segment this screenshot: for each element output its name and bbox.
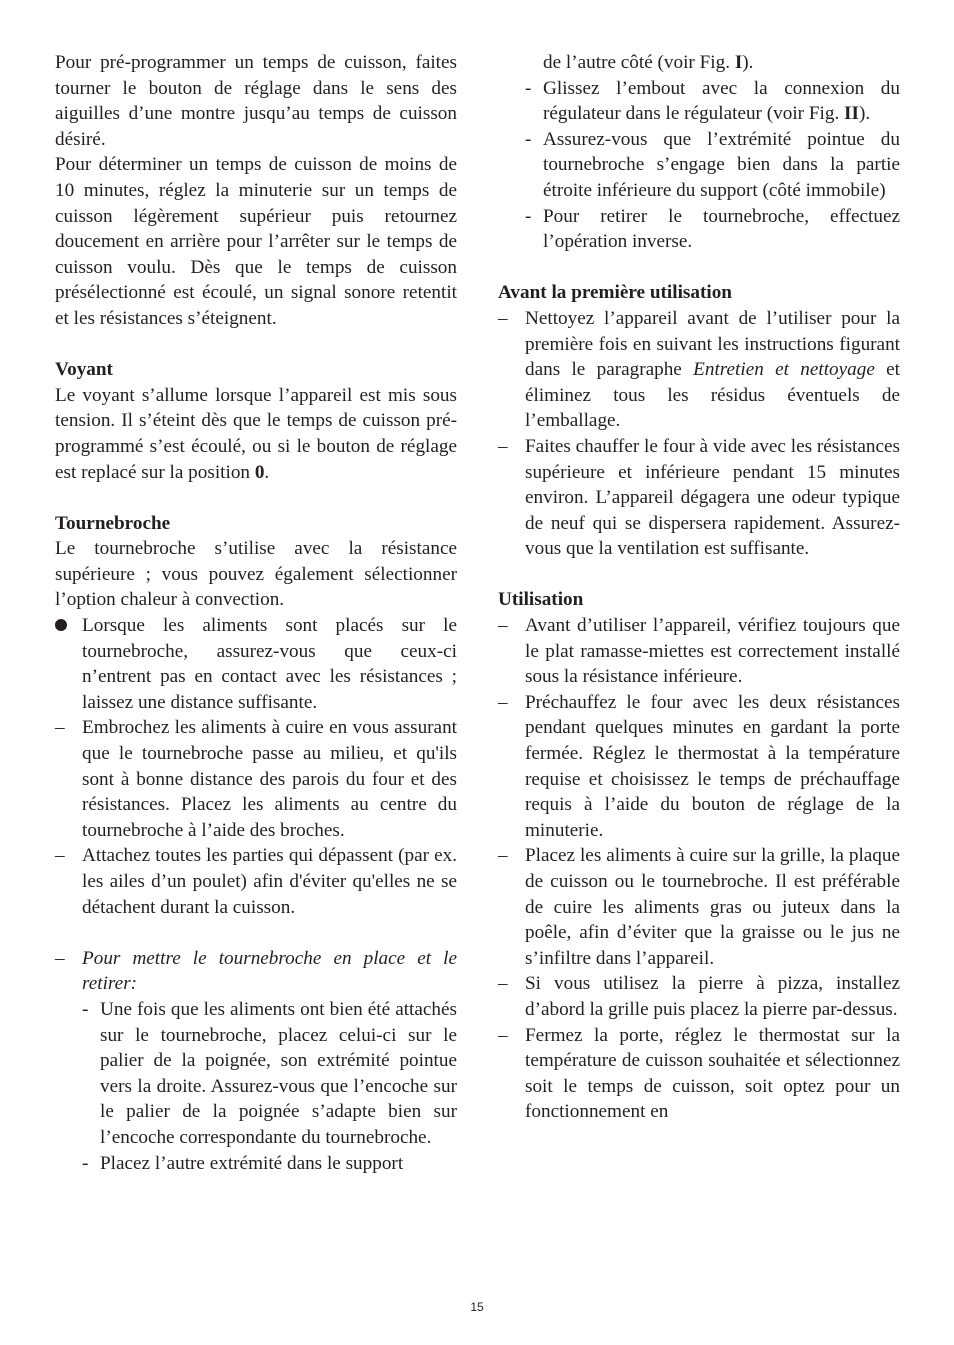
sub-list-item: - Une fois que les aliments ont bien été attachés sur le tournebroche, placez celui-ci sur le palier de la poignée, son extrémité pointue vers la droite. Assurez-vous que l’encoche sur le palier de la poignée s’adapte bien sur l’encoche correspondante du tournebroche. xyxy=(82,998,457,1148)
list-item: Lorsque les aliments sont placés sur le tournebroche, assurez-vous que ceux-ci n’entrent pas en contact avec les résistances ; laissez une distance suffisante. xyxy=(55,613,457,715)
paragraph-tournebroche: Le tournebroche s’utilise avec la résistance supérieure ; vous pouvez également sélectionner l’option chaleur à convection. xyxy=(55,538,457,611)
sub-list-item: - Assurez-vous que l’extrémité pointue du tournebroche s’engage bien dans la partie étroite inférieure du support (côté immobile) xyxy=(525,128,900,201)
list-item: – Attachez toutes les parties qui dépassent (par ex. les ailes d’un poulet) afin d'éviter qu'elles ne se détachent durant la cuisson. xyxy=(55,845,457,918)
paragraph-short-time: Pour déterminer un temps de cuisson de moins de 10 minutes, réglez la minuterie sur un temps de cuisson légèrement supérieur puis retournez doucement en arrière pour l’arrêter sur le temps de cuisson voulu. Dès que le temps de cuisson présélectionné est écoulé, un signal sonore retentit et les résistances s’éteignent. xyxy=(55,154,457,329)
list-item: – Faites chauffer le four à vide avec les résistances supérieure et inférieure pendant 15 minutes environ. L’appareil dégagera une odeur typique de neuf qui se dispersera rapidement. Assurez-vous que la ventilation est suffisante. xyxy=(498,435,900,560)
page-number: 15 xyxy=(470,1300,484,1314)
list-item: – Embrochez les aliments à cuire en vous assurant que le tournebroche passe au milieu, et qu'ils sont à bonne distance des parois du four et des résistances. Placez les aliments au centre du tournebroche à l’aide des broches. xyxy=(55,717,457,841)
left-column xyxy=(55,50,457,1176)
list-item: – Placez les aliments à cuire sur la grille, la plaque de cuisson ou le tournebroche. Il est préférable de cuire les aliments gras ou juteux dans la poêle, afin d’éviter que la graisse ou le jus ne s’infiltre dans l’appareil. xyxy=(498,845,900,969)
paragraph-voyant: Le voyant s’allume lorsque l’appareil est mis sous tension. Il s’éteint dès que le temps de cuisson pré-programmé s’est écoulé, ou si le bouton de réglage est replacé sur la position 0. xyxy=(55,384,457,483)
list-item: – Si vous utilisez la pierre à pizza, installez d’abord la grille puis placez la pierre par-dessus. xyxy=(498,973,900,1020)
sub-list-item-continued: de l’autre côté (voir Fig. I). xyxy=(543,52,754,73)
sub-list-item: - Glissez l’embout avec la connexion du régulateur dans le régulateur (voir Fig. II). xyxy=(525,77,900,125)
list-item: – Avant d’utiliser l’appareil, vérifiez toujours que le plat ramasse-miettes est correctement installé sous la résistance inférieure. xyxy=(498,615,900,688)
right-column xyxy=(498,50,900,1125)
list-item: – Fermez la porte, réglez le thermostat sur la température de cuisson souhaitée et sélectionnez soit le temps de cuisson, soit optez pour un fonctionnement en xyxy=(498,1024,900,1123)
heading-tournebroche: Tournebroche xyxy=(55,512,171,534)
heading-avant: Avant la première utilisation xyxy=(498,282,732,304)
sub-list-item: - Pour retirer le tournebroche, effectuez l’opération inverse. xyxy=(525,205,900,253)
list-item: – Nettoyez l’appareil avant de l’utiliser pour la première fois en suivant les instructions figurant dans le paragraphe Entretien et nettoyage et éliminez tous les résidus éventuels de l’emballage. xyxy=(498,307,900,432)
sub-list-item: - Placez l’autre extrémité dans le support xyxy=(82,1152,404,1174)
list-item: – Préchauffez le four avec les deux résistances pendant quelques minutes en gardant la porte fermée. Réglez le thermostat à la température requise et choisissez le temps de préchauffage requis à l’aide du bouton de réglage de la minuterie. xyxy=(498,691,900,841)
heading-voyant: Voyant xyxy=(55,359,113,381)
list-item: – Pour mettre le tournebroche en place et le retirer: xyxy=(55,947,457,995)
heading-utilisation: Utilisation xyxy=(498,589,584,611)
paragraph-preprogram: Pour pré-programmer un temps de cuisson, faites tourner le bouton de réglage dans le sens des aiguilles d’une montre jusqu’au temps de cuisson désiré. xyxy=(55,52,457,150)
bullet-icon xyxy=(55,619,67,631)
